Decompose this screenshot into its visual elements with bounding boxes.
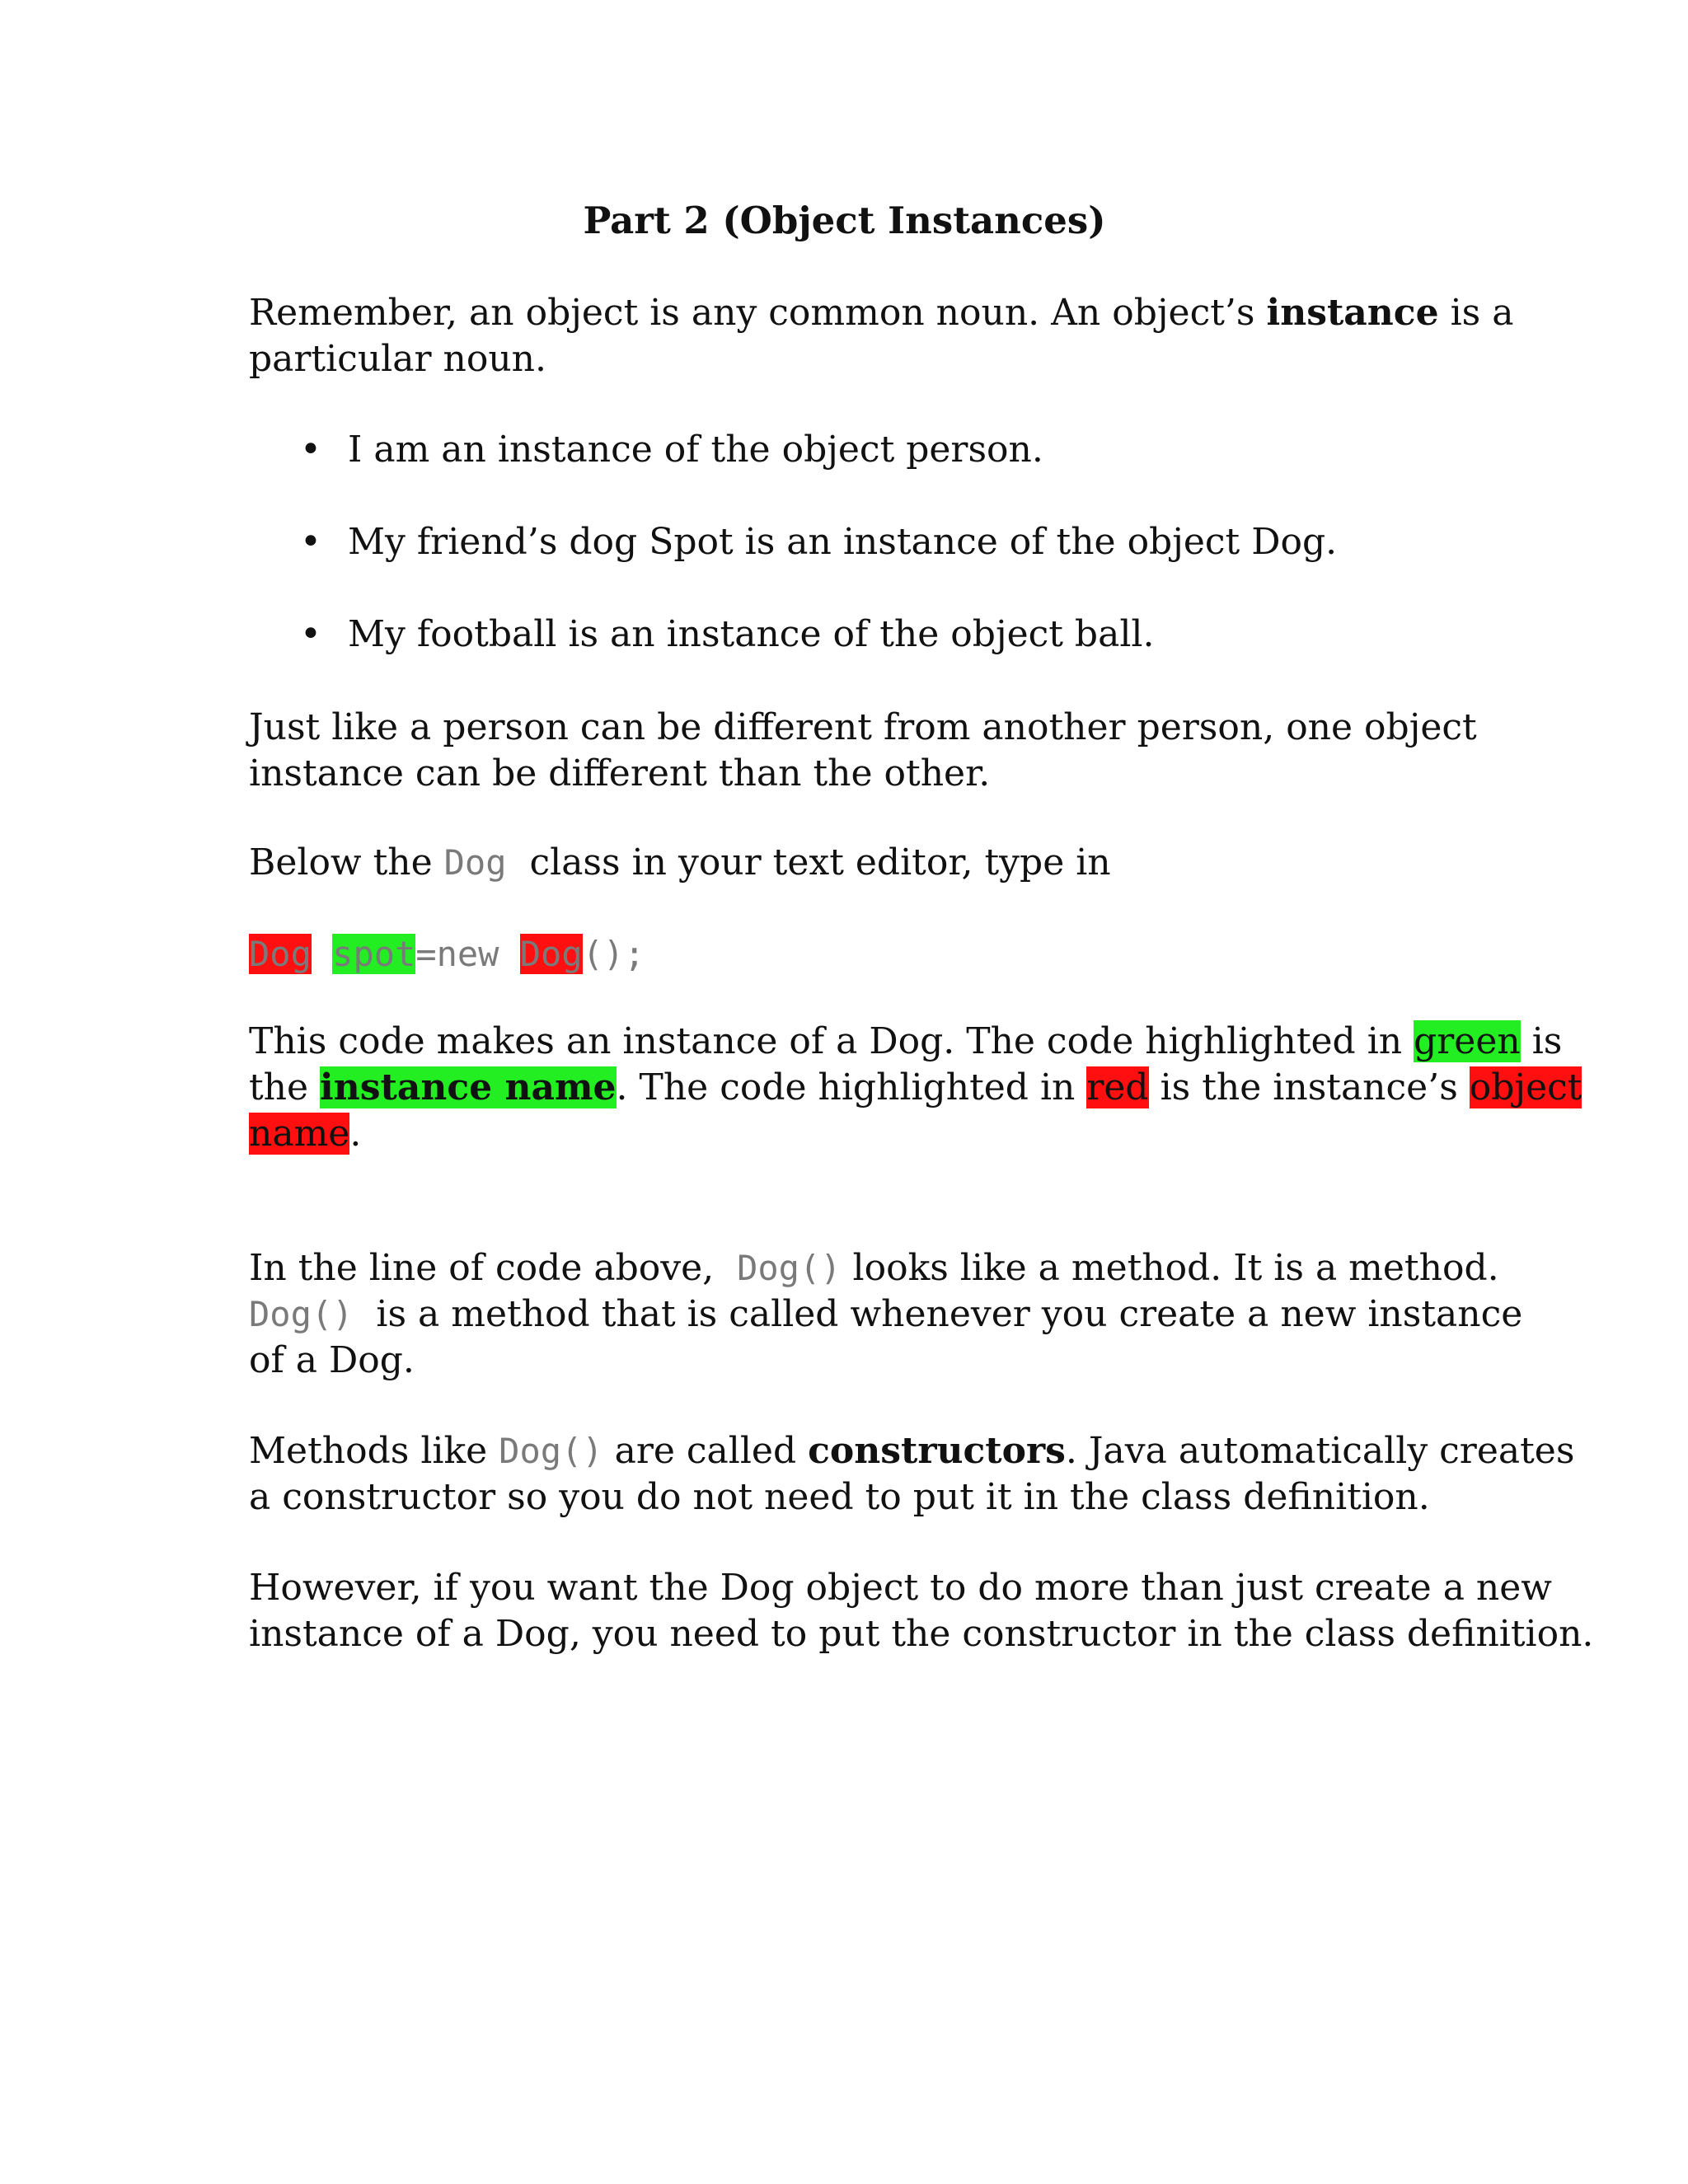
constructors-text: are called [603, 1430, 809, 1472]
examples-list [249, 427, 1461, 704]
method-line-3: of a Dog. [249, 1339, 415, 1381]
constructors-line-2: a constructor so you do not need to put it in the class definition. [249, 1476, 1430, 1518]
inline-code-dog: Dog [443, 842, 507, 883]
difference-paragraph [249, 705, 1477, 797]
page-title: Part 2 (Object Instances) [583, 199, 1106, 242]
explanation-text: the [249, 1066, 321, 1108]
constructors-paragraph [249, 1428, 1575, 1521]
method-line-2 [249, 1291, 1523, 1338]
constructors-term: constructors [808, 1430, 1066, 1472]
explanation-text: This code makes an instance of a Dog. The code highlighted in [249, 1020, 1414, 1062]
list-item-text: My football is an instance of the object ball. [348, 613, 1155, 655]
bullet-icon: • [300, 429, 321, 471]
explanation-line-2 [249, 1065, 1582, 1111]
object-name-highlight-cont: name [249, 1113, 350, 1155]
list-item-text: My friend’s dog Spot is an instance of the object Dog. [348, 521, 1338, 563]
intro-paragraph [249, 290, 1514, 382]
intro-line-1 [249, 290, 1514, 336]
however-line-1: However, if you want the Dog object to do more than just create a new [249, 1567, 1552, 1609]
explanation-line-1 [249, 1019, 1563, 1065]
code-snippet [249, 931, 645, 977]
inline-code-dog-ctor: Dog() [249, 1294, 354, 1334]
instance-name-highlight: spot [332, 934, 416, 974]
explanation-text: . The code highlighted in [616, 1066, 1087, 1108]
explanation-text: . [349, 1113, 362, 1155]
explanation-text: is [1520, 1020, 1563, 1062]
constructors-line-1 [249, 1428, 1575, 1474]
bullet-icon: • [300, 613, 321, 655]
list-item-text: I am an instance of the object person. [348, 429, 1043, 471]
intro-text-end: is a [1438, 292, 1514, 334]
difference-line-2: instance can be different than the other. [249, 752, 991, 794]
method-text: looks like a method. It is a method. [841, 1247, 1499, 1289]
intro-text: Remember, an object is any common noun. An object’s [249, 292, 1267, 334]
instance-name-term: instance name [320, 1066, 617, 1108]
instruction-text-end: class in your text editor, type in [506, 841, 1111, 883]
code-new-keyword: =new [415, 934, 520, 974]
list-item [249, 612, 1461, 704]
intro-line-2: particular noun. [249, 338, 546, 380]
class-name-highlight: Dog [249, 934, 312, 974]
constructors-text: Methods like [249, 1430, 499, 1472]
method-text: In the line of code above, [249, 1247, 738, 1289]
method-paragraph [249, 1245, 1523, 1384]
inline-code-dog-ctor: Dog() [499, 1431, 603, 1471]
explanation-paragraph [249, 1019, 1582, 1157]
inline-code-dog-ctor: Dog() [737, 1248, 842, 1288]
instruction-paragraph [249, 840, 1461, 886]
object-name-highlight: object [1469, 1066, 1582, 1108]
code-space [312, 934, 332, 974]
method-text: is a method that is called whenever you create a new instance [353, 1293, 1523, 1335]
list-item [249, 519, 1461, 612]
however-paragraph [249, 1565, 1594, 1657]
explanation-text: is the instance’s [1148, 1066, 1470, 1108]
method-line-1 [249, 1245, 1499, 1291]
explanation-line-3 [249, 1111, 1461, 1157]
green-highlight-word: green [1414, 1020, 1521, 1062]
constructor-name-highlight: Dog [519, 934, 583, 974]
instruction-text: Below the [249, 841, 444, 883]
bullet-icon: • [300, 521, 321, 563]
however-line-2: instance of a Dog, you need to put the constructor in the class definition. [249, 1613, 1594, 1655]
instance-term: instance [1266, 292, 1439, 334]
difference-line-1: Just like a person can be different from another person, one object [249, 706, 1477, 748]
list-item [249, 427, 1461, 519]
code-end: (); [582, 934, 645, 974]
constructors-text: . Java automatically creates [1065, 1430, 1575, 1472]
red-highlight-word: red [1086, 1066, 1149, 1108]
